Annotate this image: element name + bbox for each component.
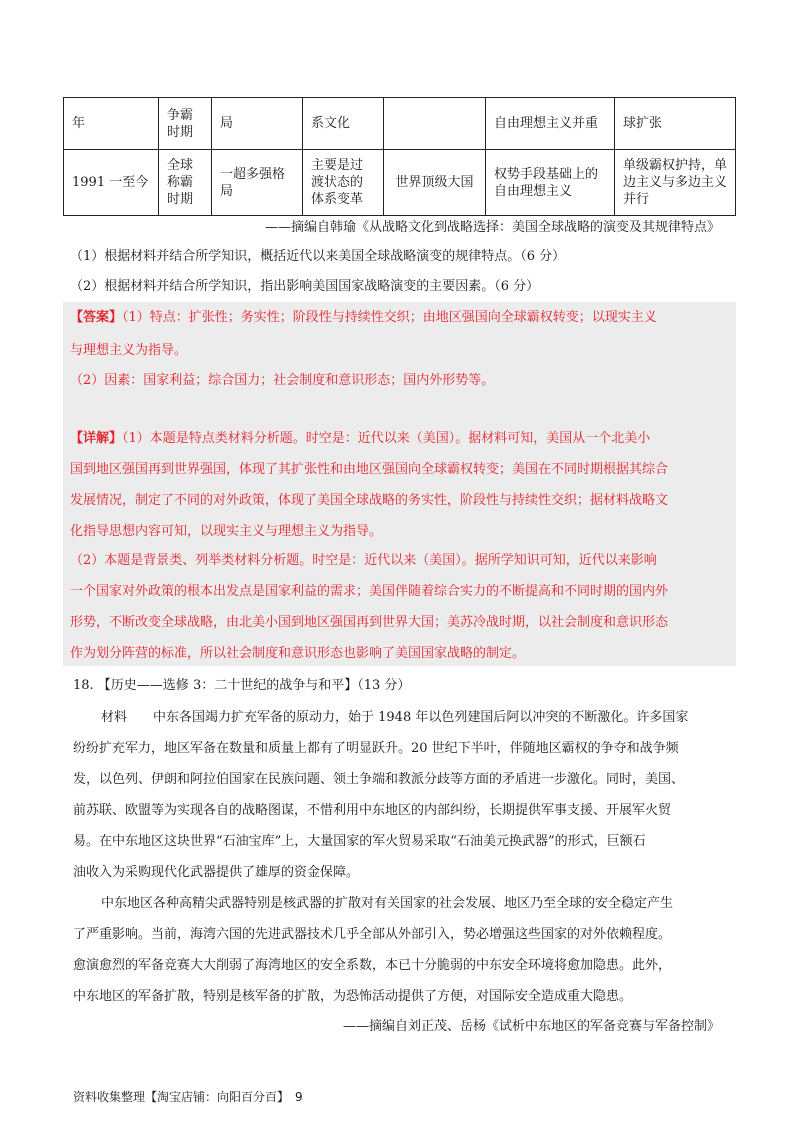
analysis-line: 【详解】（1）本题是特点类材料分析题。时空是：近代以来（美国）。据材料可知，美国从一个北美小	[70, 431, 651, 446]
answer-line: 与理想主义为指导。	[70, 343, 188, 358]
material-line: 油收入为采购现代化武器提供了雄厚的资金保障。	[73, 865, 360, 880]
analysis-line: 国到地区强国再到世界强国，体现了其扩张性和由地区强国向全球霸权转变；美国在不同时期根据其综合	[70, 462, 669, 477]
material-line: 纷纷扩充军力，地区军备在数量和质量上都有了明显跃升。20 世纪下半叶，伴随地区霸权的争夺和战争频	[73, 741, 679, 756]
material-line: 愈演愈烈的军备竞赛大大削弱了海湾地区的安全系数，本已十分脆弱的中东安全环境将愈加隐患。此外，	[73, 958, 672, 973]
question-2: （2）根据材料并结合所学知识，指出影响美国国家战略演变的主要因素。（6 分）	[70, 279, 540, 294]
analysis-line: 形势，不断改变全球战略，由北美小国到地区强国再到世界大国；美苏冷战时期，以社会制度和意识形态	[70, 615, 669, 630]
material-source-citation: ——摘编自刘正茂、岳杨《试析中东地区的军备竞赛与军备控制》	[342, 1019, 720, 1034]
answer-line: 【答案】（1）特点：扩张性；务实性；阶段性与持续性交织；由地区强国向全球霸权转变；以现实主义	[70, 310, 657, 325]
table-cell: 年	[64, 98, 159, 150]
table-cell: 球扩张	[615, 98, 736, 150]
analysis-tag: 【详解】	[70, 431, 123, 446]
table-cell: 1991 一至今	[64, 150, 159, 216]
table-cell: 争霸时期	[159, 98, 212, 150]
table-cell: 世界顶级大国	[384, 150, 486, 216]
analysis-line: 化指导思想内容可知，以现实主义与理想主义为指导。	[70, 524, 383, 539]
analysis-line: 作为划分阵营的标准，所以社会制度和意识形态也影响了美国国家战略的制定。	[70, 646, 526, 661]
answer-tag: 【答案】	[70, 310, 123, 325]
page-footer: 资料收集整理【淘宝店铺：向阳百分百】 9	[73, 1090, 303, 1104]
question-18-title: 18. 【历史——选修 3：二十世纪的战争与和平】（13 分）	[73, 678, 411, 693]
table-cell: 自由理想主义并重	[486, 98, 615, 150]
table-cell: 一超多强格局	[212, 150, 303, 216]
table-cell: 全球称霸时期	[159, 150, 212, 216]
strategy-table	[63, 97, 736, 216]
material-line: 前苏联、欧盟等为实现各自的战略图谋，不惜利用中东地区的内部纠纷，长期提供军事支援、开展军火贸	[73, 803, 672, 818]
question-1: （1）根据材料并结合所学知识，概括近代以来美国全球战略演变的规律特点。（6 分）	[70, 249, 566, 264]
material-line: 材料 中东各国竭力扩充军备的原动力，始于 1948 年以色列建国后阿以冲突的不断激化。许多国家	[101, 710, 689, 725]
analysis-line: 一个国家对外政策的根本出发点是国家利益的需求；美国伴随着综合实力的不断提高和不同时期的国内外	[70, 584, 669, 599]
table-cell: 局	[212, 98, 303, 150]
table-source-citation: ——摘编自韩瑜《从战略文化到战略选择：美国全球战略的演变及其规律特点》	[264, 220, 720, 235]
material-line: 中东地区的军备扩散，特别是核军备的扩散，为恐怖活动提供了方便，对国际安全造成重大隐患。	[73, 989, 633, 1004]
analysis-line: （2）本题是背景类、列举类材料分析题。时空是：近代以来（美国）。据所学知识可知，近代以来影响	[70, 553, 657, 568]
table-row	[64, 150, 736, 216]
table-cell: 系文化	[303, 98, 384, 150]
table-cell: 权势手段基础上的自由理想主义	[486, 150, 615, 216]
answer-line: （2）因素：国家利益；综合国力；社会制度和意识形态；国内外形势等。	[70, 373, 495, 388]
analysis-line: 发展情况，制定了不同的对外政策，体现了美国全球战略的务实性，阶段性与持续性交织；据材料战略文	[70, 493, 669, 508]
table-cell	[384, 98, 486, 150]
table-cell: 单级霸权护持，单边主义与多边主义并行	[615, 150, 736, 216]
material-line: 易。在中东地区这块世界“石油宝库”上，大量国家的军火贸易采取“石油美元换武器”的形式，巨额石	[73, 834, 646, 849]
table-cell: 主要是过渡状态的体系变革	[303, 150, 384, 216]
material-line: 发，以色列、伊朗和阿拉伯国家在民族问题、领土争端和教派分歧等方面的矛盾进一步激化。同时，美国、	[73, 772, 685, 787]
material-line: 了严重影响。当前，海湾六国的先进武器技术几乎全部从外部引入，势必增强这些国家的对外依赖程度。	[73, 927, 672, 942]
material-line: 中东地区各种高精尖武器特别是核武器的扩散对有关国家的社会发展、地区乃至全球的安全稳定产生	[101, 896, 674, 911]
table-row	[64, 98, 736, 150]
